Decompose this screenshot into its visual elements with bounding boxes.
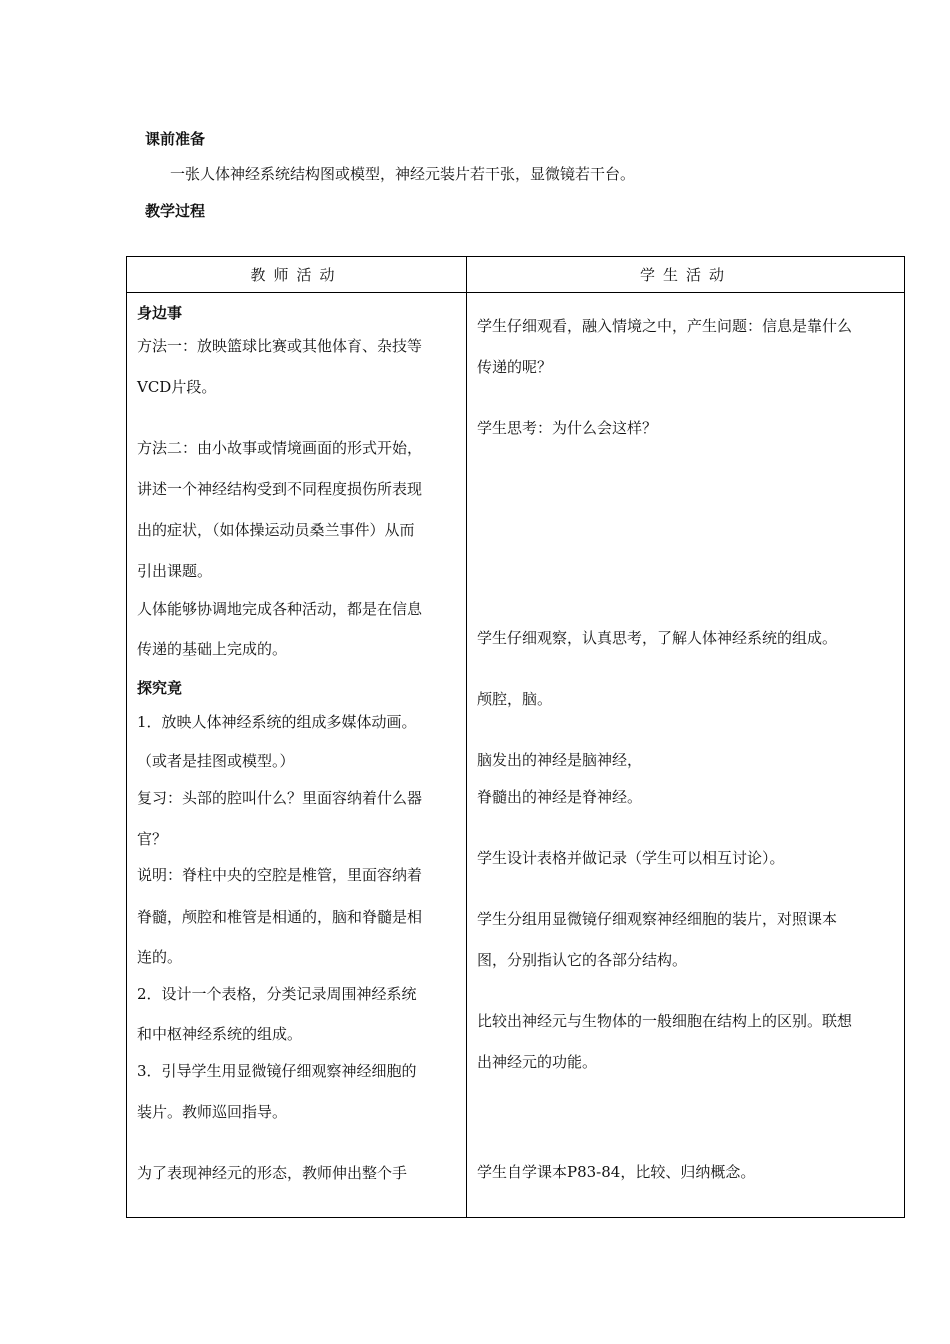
teacher-line: 2．设计一个表格，分类记录周围神经系统 [137, 985, 417, 1003]
teacher-line: 说明：脊柱中央的空腔是椎管，里面容纳着 [137, 866, 423, 884]
teacher-line: 引出课题。 [137, 562, 213, 580]
column-divider [466, 257, 467, 1217]
student-line: 学生仔细观看，融入情境之中，产生问题：信息是靠什么 [477, 317, 853, 335]
student-activity-header: 学生活动 [639, 266, 732, 284]
teacher-line: 1．放映人体神经系统的组成多媒体动画。 [137, 713, 417, 731]
teacher-line: 和中枢神经系统的组成。 [137, 1025, 303, 1043]
student-line: 学生设计表格并做记录（学生可以相互讨论）。 [477, 849, 785, 867]
prep-heading: 课前准备 [145, 130, 206, 148]
header-divider [127, 292, 904, 293]
student-line: 学生分组用显微镜仔细观察神经细胞的装片，对照课本 [477, 910, 838, 928]
process-heading: 教学过程 [145, 202, 206, 220]
student-line: 脊髓出的神经是脊神经。 [477, 788, 643, 806]
teacher-line: 连的。 [137, 948, 183, 966]
teacher-line: 讲述一个神经结构受到不同程度损伤所表现 [137, 480, 423, 498]
student-line: 图，分别指认它的各部分结构。 [477, 951, 688, 969]
student-line: 颅腔，脑。 [477, 690, 553, 708]
teacher-line: 为了表现神经元的形态，教师伸出整个手 [137, 1164, 408, 1182]
teacher-line: 出的症状，（如体操运动员桑兰事件）从而 [137, 521, 415, 539]
teacher-activity-header: 教师活动 [250, 266, 343, 284]
teacher-line: 传递的基础上完成的。 [137, 640, 288, 658]
lesson-table [126, 256, 905, 1218]
teacher-line: 人体能够协调地完成各种活动，都是在信息 [137, 600, 423, 618]
student-line: 脑发出的神经是脑神经， [477, 751, 643, 769]
student-line: 出神经元的功能。 [477, 1053, 598, 1071]
teacher-section-title: 探究竟 [137, 679, 183, 697]
teacher-line: （或者是挂图或模型。） [137, 752, 295, 770]
student-line: 传递的呢？ [477, 358, 553, 376]
teacher-section-title: 身边事 [137, 304, 183, 322]
teacher-line: 方法二：由小故事或情境画面的形式开始， [137, 439, 423, 457]
teacher-line: VCD片段。 [137, 378, 217, 396]
student-line: 比较出神经元与生物体的一般细胞在结构上的区别。联想 [477, 1012, 853, 1030]
student-line: 学生思考：为什么会这样？ [477, 419, 658, 437]
teacher-line: 复习：头部的腔叫什么？里面容纳着什么器 [137, 789, 423, 807]
teacher-line: 方法一：放映篮球比赛或其他体育、杂技等 [137, 337, 423, 355]
student-line: 学生自学课本P83-84，比较、归纳概念。 [477, 1163, 756, 1181]
prep-text: 一张人体神经系统结构图或模型，神经元装片若干张，显微镜若干台。 [170, 165, 636, 183]
student-line: 学生仔细观察，认真思考，了解人体神经系统的组成。 [477, 629, 838, 647]
teacher-line: 脊髓，颅腔和椎管是相通的，脑和脊髓是相 [137, 908, 423, 926]
teacher-line: 3．引导学生用显微镜仔细观察神经细胞的 [137, 1062, 417, 1080]
teacher-line: 装片。教师巡回指导。 [137, 1103, 288, 1121]
teacher-line: 官？ [137, 830, 168, 848]
